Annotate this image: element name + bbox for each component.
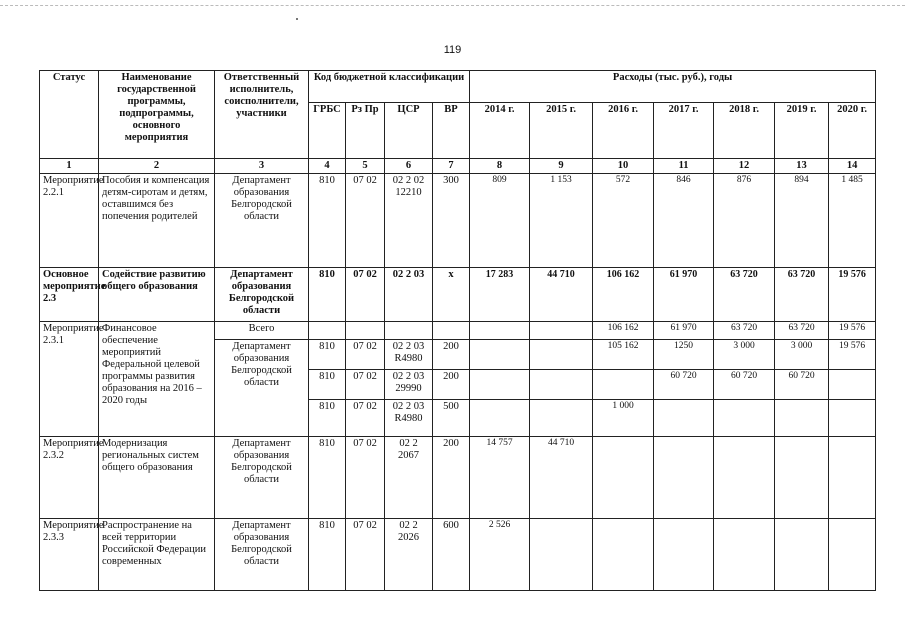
rzpr-cell: 07 02 [346, 268, 385, 322]
value-2014 [470, 322, 530, 340]
rzpr-cell: 07 02 [346, 437, 385, 519]
name-cell: Модернизация региональных систем общего образования [99, 437, 215, 519]
header-row-top [40, 71, 876, 103]
value-2019: 63 720 [775, 268, 829, 322]
header-year-2014: 2014 г. [470, 103, 530, 159]
value-2015 [530, 400, 593, 437]
value-2014 [470, 400, 530, 437]
budget-table [39, 70, 876, 591]
header-status: Статус [40, 71, 99, 159]
value-2017 [654, 519, 714, 591]
col-number: 11 [654, 159, 714, 174]
value-2016: 106 162 [593, 268, 654, 322]
page-number: 119 [443, 44, 462, 56]
grbs-cell: 810 [309, 519, 346, 591]
header-year-2016: 2016 г. [593, 103, 654, 159]
value-2015 [530, 340, 593, 370]
executor-cell: Департамент образования Белгородской области [215, 268, 309, 322]
header-vr: ВР [433, 103, 470, 159]
header-year-2018: 2018 г. [714, 103, 775, 159]
name-cell: Финансовое обеспечение мероприятий Федеральной целевой программы развития образования на 2016 – 2020 годы [99, 322, 215, 437]
header-year-2019: 2019 г. [775, 103, 829, 159]
header-year-2020: 2020 г. [829, 103, 876, 159]
value-2020: 19 576 [829, 340, 876, 370]
col-number: 8 [470, 159, 530, 174]
csr-cell [385, 322, 433, 340]
vr-cell: 600 [433, 519, 470, 591]
value-2020 [829, 400, 876, 437]
vr-cell: 200 [433, 370, 470, 400]
vr-cell: 300 [433, 174, 470, 268]
csr-cell: 02 2 03 29990 [385, 370, 433, 400]
col-number: 14 [829, 159, 876, 174]
col-number: 12 [714, 159, 775, 174]
value-2018: 60 720 [714, 370, 775, 400]
grbs-cell [309, 322, 346, 340]
grbs-cell: 810 [309, 268, 346, 322]
value-2016: 106 162 [593, 322, 654, 340]
header-executor: Ответственный исполнитель, соисполнители, участники [215, 71, 309, 159]
col-number: 7 [433, 159, 470, 174]
rzpr-cell: 07 02 [346, 519, 385, 591]
header-year-2015: 2015 г. [530, 103, 593, 159]
header-code-group: Код бюджетной классификации [309, 71, 470, 103]
grbs-cell: 810 [309, 340, 346, 370]
grbs-cell: 810 [309, 437, 346, 519]
value-2019 [775, 519, 829, 591]
csr-cell: 02 2 03 R4980 [385, 340, 433, 370]
value-2019: 60 720 [775, 370, 829, 400]
csr-cell: 02 2 2026 [385, 519, 433, 591]
value-2014 [470, 370, 530, 400]
col-number: 4 [309, 159, 346, 174]
table-row-2-3 [40, 268, 876, 322]
value-2018: 63 720 [714, 322, 775, 340]
value-2017: 1250 [654, 340, 714, 370]
grbs-cell: 810 [309, 400, 346, 437]
executor-cell: Департамент образования Белгородской области [215, 519, 309, 591]
value-2014: 2 526 [470, 519, 530, 591]
col-number: 10 [593, 159, 654, 174]
grbs-cell: 810 [309, 174, 346, 268]
value-2014 [470, 340, 530, 370]
table-row-2-3-1-total [40, 322, 876, 340]
csr-cell: 02 2 03 R4980 [385, 400, 433, 437]
col-number: 2 [99, 159, 215, 174]
value-2020: 19 576 [829, 322, 876, 340]
value-2020: 1 485 [829, 174, 876, 268]
name-cell: Распространение на всей территории Российской Федерации современных [99, 519, 215, 591]
header-grbs: ГРБС [309, 103, 346, 159]
value-2020 [829, 437, 876, 519]
value-2019 [775, 400, 829, 437]
header-csr: ЦСР [385, 103, 433, 159]
rzpr-cell: 07 02 [346, 400, 385, 437]
value-2018 [714, 519, 775, 591]
col-number: 13 [775, 159, 829, 174]
value-2016: 105 162 [593, 340, 654, 370]
column-number-row [40, 159, 876, 174]
value-2016 [593, 370, 654, 400]
status-cell: Мероприятие 2.2.1 [40, 174, 99, 268]
status-cell: Мероприятие 2.3.2 [40, 437, 99, 519]
value-2017 [654, 437, 714, 519]
vr-cell: 200 [433, 437, 470, 519]
value-2015 [530, 370, 593, 400]
value-2018: 876 [714, 174, 775, 268]
value-2020 [829, 519, 876, 591]
value-2018 [714, 400, 775, 437]
status-cell: Основное мероприятие 2.3 [40, 268, 99, 322]
value-2017: 846 [654, 174, 714, 268]
value-2020 [829, 370, 876, 400]
grbs-cell: 810 [309, 370, 346, 400]
col-number: 1 [40, 159, 99, 174]
value-2014: 14 757 [470, 437, 530, 519]
value-2019: 894 [775, 174, 829, 268]
header-expenses-group: Расходы (тыс. руб.), годы [470, 71, 876, 103]
header-name: Наименование государственной программы, подпрограммы, основного мероприятия [99, 71, 215, 159]
executor-cell: Департамент образования Белгородской области [215, 174, 309, 268]
vr-cell [433, 322, 470, 340]
table-row-2-3-2 [40, 437, 876, 519]
rzpr-cell: 07 02 [346, 370, 385, 400]
csr-cell: 02 2 02 12210 [385, 174, 433, 268]
value-2017 [654, 400, 714, 437]
value-2015: 44 710 [530, 437, 593, 519]
header-rzpr: Рз Пр [346, 103, 385, 159]
name-cell: Пособия и компенсация детям-сиротам и детям, оставшимся без попечения родителей [99, 174, 215, 268]
scan-edge-line [0, 5, 905, 6]
value-2015 [530, 322, 593, 340]
rzpr-cell: 07 02 [346, 174, 385, 268]
value-2016: 1 000 [593, 400, 654, 437]
table-row-2-2-1 [40, 174, 876, 268]
rzpr-cell [346, 322, 385, 340]
value-2019 [775, 437, 829, 519]
header-year-2017: 2017 г. [654, 103, 714, 159]
value-2014: 809 [470, 174, 530, 268]
value-2017: 60 720 [654, 370, 714, 400]
name-cell: Содействие развитию общего образования [99, 268, 215, 322]
rzpr-cell: 07 02 [346, 340, 385, 370]
col-number: 3 [215, 159, 309, 174]
status-cell: Мероприятие 2.3.3 [40, 519, 99, 591]
csr-cell: 02 2 03 [385, 268, 433, 322]
col-number: 6 [385, 159, 433, 174]
vr-cell: х [433, 268, 470, 322]
col-number: 9 [530, 159, 593, 174]
value-2020: 19 576 [829, 268, 876, 322]
value-2014: 17 283 [470, 268, 530, 322]
total-label-cell: Всего [215, 322, 309, 340]
csr-cell: 02 2 2067 [385, 437, 433, 519]
table-row-2-3-3 [40, 519, 876, 591]
value-2019: 63 720 [775, 322, 829, 340]
value-2017: 61 970 [654, 268, 714, 322]
status-cell: Мероприятие 2.3.1 [40, 322, 99, 437]
vr-cell: 500 [433, 400, 470, 437]
value-2015: 1 153 [530, 174, 593, 268]
value-2018: 63 720 [714, 268, 775, 322]
executor-cell: Департамент образования Белгородской области [215, 340, 309, 437]
executor-cell: Департамент образования Белгородской области [215, 437, 309, 519]
value-2018 [714, 437, 775, 519]
value-2019: 3 000 [775, 340, 829, 370]
value-2015: 44 710 [530, 268, 593, 322]
value-2016 [593, 519, 654, 591]
value-2016: 572 [593, 174, 654, 268]
value-2015 [530, 519, 593, 591]
value-2017: 61 970 [654, 322, 714, 340]
value-2016 [593, 437, 654, 519]
scan-speck [296, 18, 298, 20]
vr-cell: 200 [433, 340, 470, 370]
value-2018: 3 000 [714, 340, 775, 370]
col-number: 5 [346, 159, 385, 174]
